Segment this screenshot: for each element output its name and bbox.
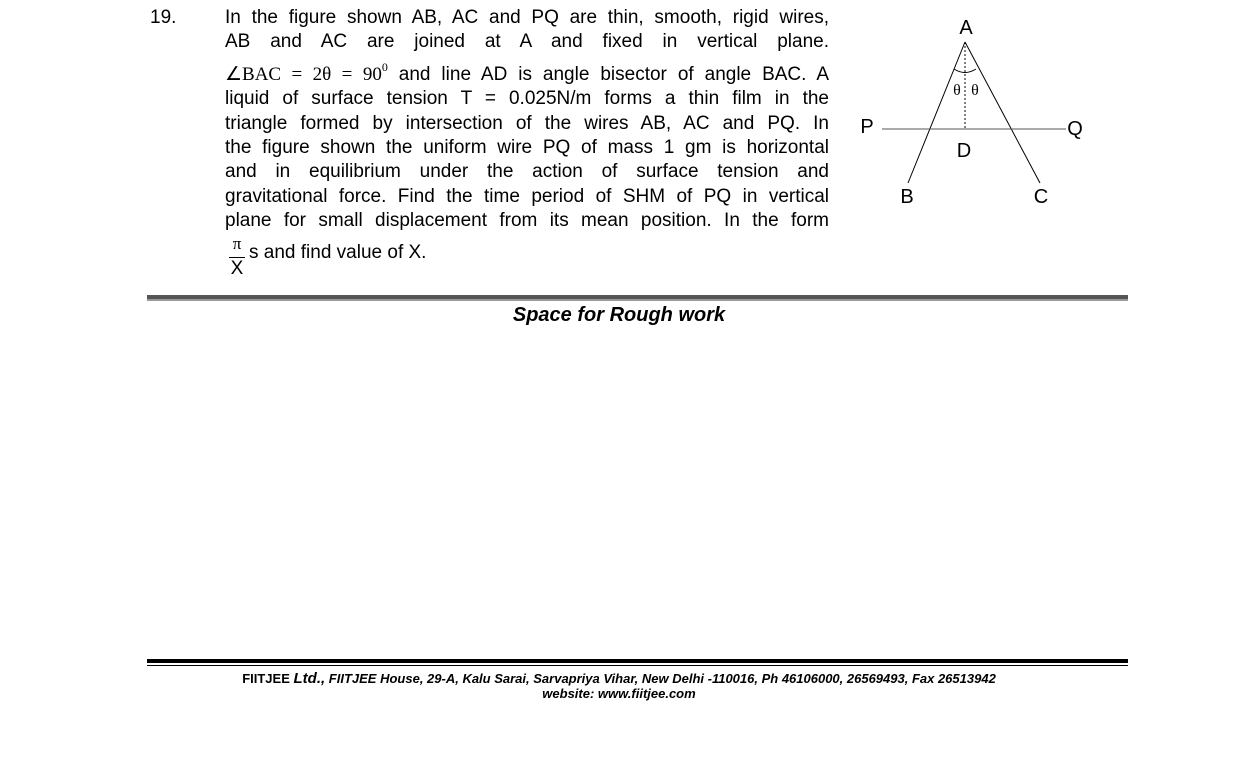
question-line: liquid of surface tension T = 0.025N/m forms a thin film in the: [225, 88, 829, 110]
question-line-angle: ∠BAC = $2\theta = 90^0$ and line AD is angle bisector of angle BAC. A: [225, 59, 829, 85]
label-theta-right: θ: [971, 82, 979, 99]
wire-ac: [965, 42, 1040, 183]
label-q: Q: [1067, 118, 1083, 140]
footer-website: website: www.fiitjee.com: [542, 686, 696, 701]
footer-ltd: Ltd.,: [293, 670, 326, 687]
divider-bottom-thin: [147, 665, 1128, 666]
divider-bottom: [147, 659, 1128, 663]
wire-triangle-figure: [850, 8, 1090, 208]
question-line: triangle formed by intersection of the wires AB, AC and PQ. In: [225, 112, 829, 134]
question-line: and in equilibrium under the action of surface tension and: [225, 161, 829, 183]
fraction-numerator: π: [232, 234, 242, 253]
label-c: C: [1033, 186, 1049, 208]
label-d: D: [956, 140, 972, 162]
answer-form-text: s and find value of X.: [249, 242, 427, 263]
label-p: P: [860, 116, 874, 138]
angle-expression: ∠BAC = $2\theta = 90^0$: [225, 59, 388, 85]
label-theta-left: θ: [953, 82, 961, 99]
question-line: plane for small displacement from its mean position. In the form: [225, 210, 829, 232]
footer-address-line: [0, 670, 1238, 687]
question-text: [225, 6, 829, 234]
footer-address: FIITJEE House, 29-A, Kalu Sarai, Sarvapriya Vihar, New Delhi -110016, Ph 46106000, 26569493, Fax 26513942: [328, 671, 996, 686]
divider-top-shadow: [147, 299, 1128, 301]
label-b: B: [900, 186, 914, 208]
footer-brand: FIITJEE: [242, 671, 290, 686]
question-line: In the figure shown AB, AC and PQ are thin, smooth, rigid wires,: [225, 7, 829, 28]
label-a: A: [959, 17, 973, 39]
rough-work-heading: Space for Rough work: [512, 304, 726, 326]
question-line: AB and AC are joined at A and fixed in vertical plane.: [225, 31, 829, 53]
question-line: the figure shown the uniform wire PQ of mass 1 gm is horizontal: [225, 137, 829, 159]
fraction-denominator: X: [230, 258, 244, 279]
question-line: gravitational force. Find the time period of SHM of PQ in vertical: [225, 185, 829, 207]
question-number: 19.: [150, 7, 177, 28]
